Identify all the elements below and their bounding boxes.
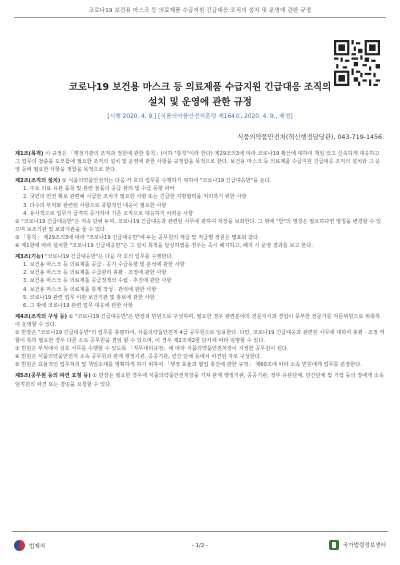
revision-info: [시행 2020. 4. 9.] [식품의약품안전처훈령 제164호, 2020. 4. 9., 제정] bbox=[107, 114, 293, 120]
article bbox=[15, 313, 385, 370]
footer-right-label: 국가법령정보센터 bbox=[342, 543, 386, 549]
header-divider bbox=[14, 17, 386, 18]
footer-right bbox=[329, 540, 386, 550]
document-title-line-2: 설치 및 운영에 관한 규정 bbox=[148, 97, 252, 108]
article-item: 5. 코로나19 관련 업무 이관 보건기관 및 홍보에 관한 사항 bbox=[23, 294, 155, 301]
article-paragraph: ③ 「통칙」 제29조의3에 따라 "코로나19 긴급대응반"에 두는 공무원의 계급 및 직급별 정원은 별표와 같다. bbox=[15, 234, 260, 241]
article-paragraph: ② 반장은 "코로나19 긴급대응반"의 업무를 총괄하여, 식품의약품안전처 4급 공무원으로 임용한다. 다만, 코로나19 긴급대응과 관련된 사무에 대하여 총괄 · 조정 역할이 특히 필요한 경우 다른 소속 공무원을 겸임 할 수 있으며, 이 경우 제2조제2항 단서에 따라 임명할 수 있다. bbox=[15, 329, 385, 345]
article-heading: 제2조(조직의 설치) bbox=[15, 178, 61, 185]
article-item: 3. 다수의 부처와 관련된 사항으로 종합적인 대응이 필요한 사항 bbox=[23, 202, 167, 209]
article-item: 3. 보건용 마스크 등 의료제품 공급정책의 수립 · 추진에 관한 사항 bbox=[23, 278, 172, 285]
article-text: ① "코로나19 긴급대응반"은 반장과 반원으로 구성하며, 필요한 경우 관련분야의 전문지식과 경험이 풍부한 전문가를 자문위원으로 위촉하여 운영할 수 있다. bbox=[15, 313, 381, 328]
article-paragraph: ⑤ 반원은 효율적인 업무처리 및 책임소재를 명확하게 하기 위하여 「행정 효율과 협업 촉진에 관한 규정」 제60조에 따라 소속 반원에게 업무를 분장한다. bbox=[15, 362, 362, 369]
article-heading: 제5조(공무원 등의 파견 요청 등) bbox=[15, 373, 91, 380]
page-footer bbox=[0, 537, 400, 555]
page-number: - 1/2 - bbox=[191, 543, 209, 549]
article-paragraph: ④ 반원은 식품의약품안전처 소속 공무원과 관계 행정기관, 공공기관, 민간 단체 등에서 파견된 자로 구성한다. bbox=[15, 354, 262, 361]
article-item: 4. 유사적으로 업무가 급격히 증가하여 기존 조직으로 대응하기 어려운 사항 bbox=[23, 210, 194, 217]
article bbox=[15, 177, 385, 250]
article-heading: 제3조(기능) bbox=[15, 254, 44, 261]
article-item: 4. 보건용 마스크 등 의료제품 통계 작성 · 관리에 관한 사항 bbox=[23, 286, 157, 293]
article-item: 2. 국민의 안전 확보 관련해 시급한 조치가 필요한 사항 또는 긴급한 지방협력을 처리하기 위한 사항 bbox=[23, 194, 247, 201]
document-title-line-1: 코로나19 보건용 마스크 등 의료제품 수급지원 긴급대응 조직의 bbox=[68, 82, 332, 93]
article-paragraph: ② "코로나19 긴급대응반"은 직속 단위 두며, 코로나19 긴급대응과 관련된 사무에 관하여 처장을 보좌한다. 그 밖에 "반"의 명칭은 필요하다면 명칭을 변경할 수 있으며 보조기관 및 보좌기관을 둘 수 있다. bbox=[15, 218, 381, 233]
article-paragraph: ③ 반원은 부처에서 상호 사무를 수행할 수 있도록 「직무대리규정」에 따라 식품의약품안전처장이 지정한 공무원이 된다. bbox=[15, 346, 289, 353]
article bbox=[15, 150, 385, 174]
document-title bbox=[0, 80, 400, 110]
article-paragraph: ④ 제1항에 따라 설치한 "코로나19 긴급대응반"은 그 설치 목적을 달성하였을 경우는 즉시 폐지하고, 폐지 시 운영 결과를 보고 한다. bbox=[15, 243, 313, 250]
header-title: 코로나19 보건용 마스크 등 의료제품 수급지원 긴급대응 조직의 설치 및 운영에 관한 규정 bbox=[88, 8, 312, 14]
contact-info: 식품의약품안전처(혁신행정담당관), 043-719-1456 bbox=[237, 134, 382, 141]
article bbox=[15, 253, 385, 310]
article-text: "코로나19 긴급대응반"은 다음 각 호의 업무를 수행한다. bbox=[45, 254, 174, 261]
article-item: 2. 보건용 마스크 등 의료제품 수급관리 총괄 · 조정에 관한 사항 bbox=[23, 270, 167, 277]
article-item: 6. 그 밖에 코로나19 관련 업무 대응에 관한 사항 bbox=[23, 302, 133, 309]
article-text: 이 규정은 「행정기관의 조직과 정원에 관한 통칙」(이하 "통칙"이라 한다) 제29조의3에 따라 코로나19 확산에 대하여 책임 있고 신속하게 대응하고 그 업무의 창출을 도모함에 필요한 조직의 설치 및 운영에 관한 사항을 규정함을 목적으로 한다. 보건용 마스크 등 의료제품 수급지원 긴급대응 조직의 설치와 그 운영 등에 필요한 사항을 정함을 목적으로 한다. bbox=[15, 151, 381, 174]
article-heading: 제4조(조직의 구성 등) bbox=[15, 313, 68, 320]
article-item: 1. 보건용 마스크 등 의료제품 공급 · 공기 수급동향 및 분석에 관한 사항 bbox=[23, 262, 185, 269]
article-text: ① 반장은 필요한 경우에 식품의약품안전처장을 거쳐 관계 행정기관, 공공기관, 정부 유관단체, 민간단체 및 기업 등의 장에게 소속 임직원의 파견 또는 겸임을 요청할 수 있다. bbox=[15, 373, 384, 388]
footer-left-label: 법제처 bbox=[29, 543, 46, 550]
article-text: ① 식품의약품안전처는 다음 각 호의 업무를 수행하기 위하여 "코로나19 긴급대응반"을 둔다. bbox=[61, 178, 272, 185]
footer-divider bbox=[12, 531, 388, 532]
article-item: 1. 주요 의료 유관 품목 및 관련 물품의 공급 관리 및 수급 동향 파악 bbox=[23, 186, 175, 193]
article-heading: 제1조(목적) bbox=[15, 151, 44, 157]
document-body bbox=[15, 150, 385, 392]
law-center-logo-icon bbox=[329, 540, 339, 550]
article bbox=[15, 372, 385, 388]
